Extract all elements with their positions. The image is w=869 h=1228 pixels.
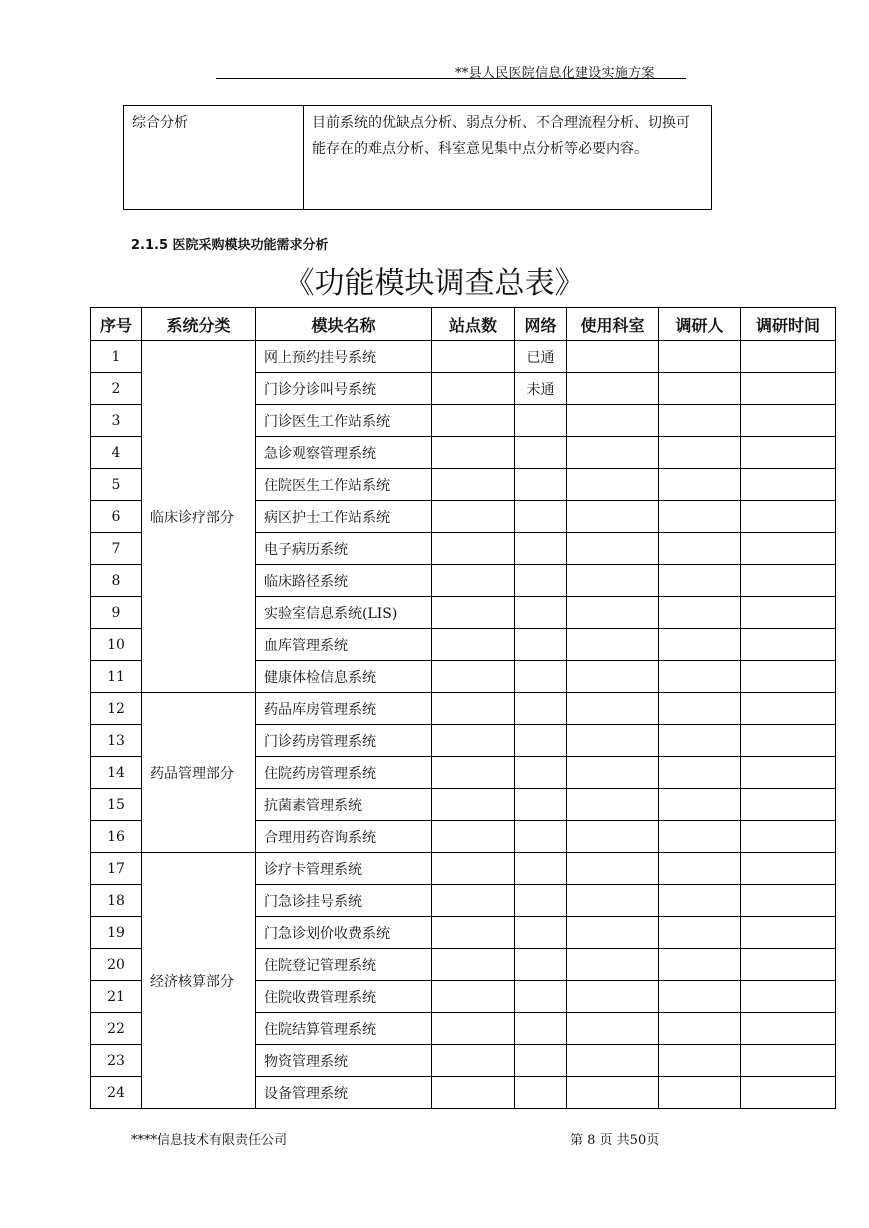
row-number: 17 <box>91 853 142 885</box>
module-name: 网上预约挂号系统 <box>256 341 432 373</box>
module-name: 住院收费管理系统 <box>256 981 432 1013</box>
station-count <box>432 533 515 565</box>
row-number: 4 <box>91 437 142 469</box>
row-number: 15 <box>91 789 142 821</box>
station-count <box>432 1077 515 1109</box>
module-name: 健康体检信息系统 <box>256 661 432 693</box>
footer-company: ****信息技术有限责任公司 <box>131 1133 288 1148</box>
header-researcher: 调研人 <box>659 308 741 341</box>
system-category: 药品管理部分 <box>142 693 256 853</box>
network-status <box>515 1045 567 1077</box>
station-count <box>432 1013 515 1045</box>
researcher <box>659 1045 741 1077</box>
researcher <box>659 437 741 469</box>
researcher <box>659 725 741 757</box>
station-count <box>432 469 515 501</box>
network-status <box>515 597 567 629</box>
researcher <box>659 1077 741 1109</box>
station-count <box>432 501 515 533</box>
network-status <box>515 469 567 501</box>
network-status <box>515 757 567 789</box>
module-survey-table <box>90 307 836 1109</box>
using-department <box>567 341 659 373</box>
row-number: 16 <box>91 821 142 853</box>
module-name: 病区护士工作站系统 <box>256 501 432 533</box>
row-number: 6 <box>91 501 142 533</box>
network-status <box>515 405 567 437</box>
row-number: 9 <box>91 597 142 629</box>
network-status <box>515 1077 567 1109</box>
research-time <box>741 821 836 853</box>
using-department <box>567 1013 659 1045</box>
station-count <box>432 341 515 373</box>
using-department <box>567 565 659 597</box>
using-department <box>567 789 659 821</box>
module-name: 设备管理系统 <box>256 1077 432 1109</box>
module-name: 临床路径系统 <box>256 565 432 597</box>
research-time <box>741 693 836 725</box>
system-category: 经济核算部分 <box>142 853 256 1109</box>
using-department <box>567 469 659 501</box>
station-count <box>432 885 515 917</box>
using-department <box>567 981 659 1013</box>
researcher <box>659 853 741 885</box>
network-status <box>515 501 567 533</box>
using-department <box>567 597 659 629</box>
network-status <box>515 661 567 693</box>
module-name: 物资管理系统 <box>256 1045 432 1077</box>
table-row <box>91 341 836 373</box>
research-time <box>741 1013 836 1045</box>
page-header-title: **县人民医院信息化建设实施方案 <box>455 66 655 81</box>
researcher <box>659 597 741 629</box>
using-department <box>567 533 659 565</box>
network-status <box>515 1013 567 1045</box>
table-row <box>91 693 836 725</box>
network-status <box>515 917 567 949</box>
module-name: 门急诊划价收费系统 <box>256 917 432 949</box>
station-count <box>432 757 515 789</box>
research-time <box>741 917 836 949</box>
network-status <box>515 693 567 725</box>
using-department <box>567 821 659 853</box>
research-time <box>741 597 836 629</box>
station-count <box>432 821 515 853</box>
module-name: 住院结算管理系统 <box>256 1013 432 1045</box>
using-department <box>567 437 659 469</box>
network-status <box>515 853 567 885</box>
using-department <box>567 373 659 405</box>
research-time <box>741 533 836 565</box>
research-time <box>741 373 836 405</box>
network-status <box>515 437 567 469</box>
row-number: 2 <box>91 373 142 405</box>
network-status <box>515 885 567 917</box>
section-title: 2.1.5 医院采购模块功能需求分析 <box>131 238 329 253</box>
row-number: 8 <box>91 565 142 597</box>
row-number: 10 <box>91 629 142 661</box>
module-name: 急诊观察管理系统 <box>256 437 432 469</box>
module-name: 实验室信息系统(LIS) <box>256 597 432 629</box>
researcher <box>659 789 741 821</box>
footer-page-number: 第 8 页 共50页 <box>570 1133 660 1148</box>
station-count <box>432 1045 515 1077</box>
using-department <box>567 885 659 917</box>
header-stations: 站点数 <box>432 308 515 341</box>
network-status: 未通 <box>515 373 567 405</box>
using-department <box>567 853 659 885</box>
analysis-table <box>123 105 712 210</box>
research-time <box>741 565 836 597</box>
research-time <box>741 501 836 533</box>
researcher <box>659 501 741 533</box>
network-status <box>515 821 567 853</box>
table-title: 《功能模块调查总表》 <box>284 266 585 301</box>
station-count <box>432 565 515 597</box>
network-status <box>515 629 567 661</box>
analysis-content: 目前系统的优缺点分析、弱点分析、不合理流程分析、切换可能存在的难点分析、科室意见集中点分析等必要内容。 <box>304 106 712 210</box>
module-name: 门诊医生工作站系统 <box>256 405 432 437</box>
module-name: 抗菌素管理系统 <box>256 789 432 821</box>
module-name: 电子病历系统 <box>256 533 432 565</box>
research-time <box>741 981 836 1013</box>
module-name: 门诊药房管理系统 <box>256 725 432 757</box>
network-status <box>515 725 567 757</box>
row-number: 12 <box>91 693 142 725</box>
station-count <box>432 693 515 725</box>
researcher <box>659 821 741 853</box>
researcher <box>659 981 741 1013</box>
network-status <box>515 789 567 821</box>
researcher <box>659 661 741 693</box>
researcher <box>659 469 741 501</box>
research-time <box>741 1045 836 1077</box>
using-department <box>567 949 659 981</box>
research-time <box>741 757 836 789</box>
header-category: 系统分类 <box>142 308 256 341</box>
using-department <box>567 1045 659 1077</box>
module-name: 药品库房管理系统 <box>256 693 432 725</box>
row-number: 5 <box>91 469 142 501</box>
researcher <box>659 693 741 725</box>
header-no: 序号 <box>91 308 142 341</box>
row-number: 3 <box>91 405 142 437</box>
row-number: 18 <box>91 885 142 917</box>
table-header-row <box>91 308 836 341</box>
row-number: 19 <box>91 917 142 949</box>
using-department <box>567 661 659 693</box>
module-name: 住院药房管理系统 <box>256 757 432 789</box>
using-department <box>567 757 659 789</box>
module-name: 门急诊挂号系统 <box>256 885 432 917</box>
station-count <box>432 917 515 949</box>
network-status <box>515 533 567 565</box>
header-divider <box>216 78 686 79</box>
using-department <box>567 917 659 949</box>
research-time <box>741 405 836 437</box>
researcher <box>659 757 741 789</box>
station-count <box>432 949 515 981</box>
row-number: 13 <box>91 725 142 757</box>
researcher <box>659 629 741 661</box>
module-name: 门诊分诊叫号系统 <box>256 373 432 405</box>
researcher <box>659 917 741 949</box>
module-name: 住院登记管理系统 <box>256 949 432 981</box>
research-time <box>741 885 836 917</box>
station-count <box>432 853 515 885</box>
research-time <box>741 725 836 757</box>
station-count <box>432 661 515 693</box>
table-row <box>91 853 836 885</box>
module-name: 诊疗卡管理系统 <box>256 853 432 885</box>
research-time <box>741 1077 836 1109</box>
header-department: 使用科室 <box>567 308 659 341</box>
research-time <box>741 789 836 821</box>
row-number: 1 <box>91 341 142 373</box>
header-research-time: 调研时间 <box>741 308 836 341</box>
analysis-label: 综合分析 <box>124 106 304 210</box>
row-number: 22 <box>91 1013 142 1045</box>
station-count <box>432 373 515 405</box>
station-count <box>432 597 515 629</box>
researcher <box>659 949 741 981</box>
researcher <box>659 373 741 405</box>
research-time <box>741 629 836 661</box>
module-name: 合理用药咨询系统 <box>256 821 432 853</box>
using-department <box>567 405 659 437</box>
module-name: 血库管理系统 <box>256 629 432 661</box>
header-network: 网络 <box>515 308 567 341</box>
network-status <box>515 981 567 1013</box>
system-category: 临床诊疗部分 <box>142 341 256 693</box>
using-department <box>567 1077 659 1109</box>
research-time <box>741 949 836 981</box>
researcher <box>659 1013 741 1045</box>
research-time <box>741 661 836 693</box>
row-number: 23 <box>91 1045 142 1077</box>
station-count <box>432 981 515 1013</box>
table-row <box>124 106 712 210</box>
network-status <box>515 949 567 981</box>
network-status: 已通 <box>515 341 567 373</box>
using-department <box>567 725 659 757</box>
row-number: 7 <box>91 533 142 565</box>
researcher <box>659 405 741 437</box>
research-time <box>741 437 836 469</box>
row-number: 14 <box>91 757 142 789</box>
station-count <box>432 789 515 821</box>
using-department <box>567 693 659 725</box>
station-count <box>432 725 515 757</box>
station-count <box>432 629 515 661</box>
researcher <box>659 341 741 373</box>
row-number: 24 <box>91 1077 142 1109</box>
module-name: 住院医生工作站系统 <box>256 469 432 501</box>
network-status <box>515 565 567 597</box>
researcher <box>659 885 741 917</box>
researcher <box>659 533 741 565</box>
row-number: 20 <box>91 949 142 981</box>
research-time <box>741 853 836 885</box>
station-count <box>432 437 515 469</box>
row-number: 21 <box>91 981 142 1013</box>
row-number: 11 <box>91 661 142 693</box>
station-count <box>432 405 515 437</box>
research-time <box>741 341 836 373</box>
header-module: 模块名称 <box>256 308 432 341</box>
using-department <box>567 501 659 533</box>
researcher <box>659 565 741 597</box>
using-department <box>567 629 659 661</box>
research-time <box>741 469 836 501</box>
